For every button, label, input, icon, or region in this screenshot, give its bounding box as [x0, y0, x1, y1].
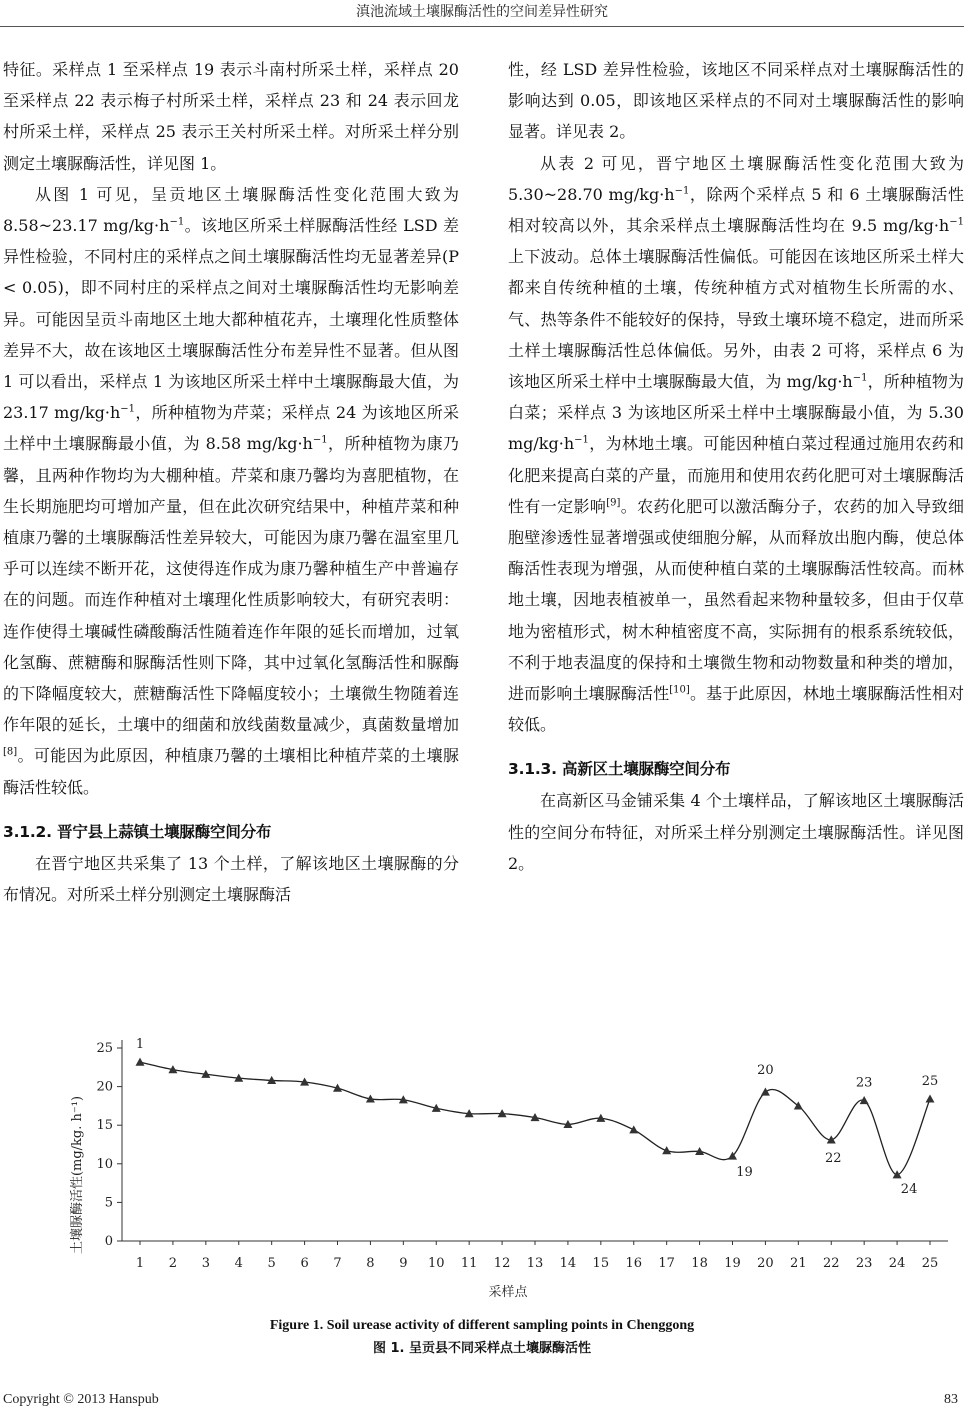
x-axis-label: 采样点	[488, 1285, 528, 1300]
paragraph: 在晋宁地区共采集了 13 个土样，了解该地区土壤脲酶的分布情况。对所采土样分别测定土壤脲酶活	[3, 853, 459, 905]
x-tick-label: 3	[201, 1256, 210, 1271]
superscript: −1	[852, 372, 868, 384]
data-label: 23	[855, 1075, 873, 1091]
superscript: −1	[574, 435, 589, 447]
data-label: 25	[921, 1073, 939, 1089]
x-tick-label: 2	[168, 1256, 178, 1271]
y-tick-label: 20	[96, 1079, 113, 1095]
y-tick-label: 25	[96, 1041, 113, 1056]
data-point	[926, 1094, 935, 1102]
x-tick-label: 5	[267, 1256, 276, 1271]
superscript: −1	[120, 403, 136, 415]
x-tick-label: 22	[822, 1256, 840, 1271]
y-tick-label: 10	[96, 1156, 113, 1172]
x-tick-label: 24	[888, 1256, 906, 1271]
header-rule	[0, 26, 964, 27]
x-tick-label: 8	[366, 1256, 375, 1271]
x-tick-label: 10	[427, 1256, 445, 1271]
paragraph: 特征。采样点 1 至采样点 19 表示斗南村所采土样，采样点 20 至采样点 22 表示梅子村所采土样，采样点 23 和 24 表示回龙村所采土样，采样点 25 表示王关村所采土样。对所采土样分别测定土壤脲酶活性，详见图 1。	[3, 60, 459, 173]
x-tick-label: 9	[399, 1256, 408, 1271]
x-tick-label: 23	[855, 1256, 873, 1271]
superscript: −1	[674, 185, 690, 197]
y-tick-label: 15	[96, 1118, 113, 1134]
left-column	[3, 54, 459, 910]
data-label: 19	[736, 1165, 753, 1181]
y-tick-label: 5	[104, 1195, 113, 1211]
superscript: −1	[949, 216, 964, 228]
y-tick-label: 0	[104, 1234, 113, 1249]
x-tick-label: 11	[460, 1256, 478, 1271]
x-tick-label: 20	[757, 1256, 774, 1271]
data-point	[662, 1146, 671, 1154]
paragraph: 在高新区马金铺采集 4 个土壤样品，了解该地区土壤脲酶活性的空间分布特征，对所采土样分别测定土壤脲酶活性。详见图 2。	[508, 791, 964, 873]
x-tick-label: 6	[300, 1256, 309, 1271]
paragraph: 从表 2 可见，晋宁地区土壤脲酶活性变化范围大致为 5.30~28.70 $mg/kg\cdot h^{-1}$，除两个采样点 5 和 6 土壤脲酶活性相对较高以外，其余采样点土壤脲酶活性均在 9.5 $mg/kg\cdot h^{-1}$ 上下波动。总体土壤脲酶活性偏低。可能因在该地区所采土样大都来自传统种植的土壤，传统种植方式对植物生长所需的水、气、热等条件不能较好的保持，导致土壤环境不稳定，进而所采土样土壤脲酶活性总体偏低。另外，由表 2 可将，采样点 6 为该地区所采土样中土壤脲酶最大值，为 $mg/kg\cdot h^{-1}$，所种植物为白菜；采样点 3 为该地区所采土样中土壤脲酶最小值，为 5.30 $mg/kg\cdot h^{-1}$，为林地土壤。可能因种植白菜过程通过施用农药和化肥来提高白菜的产量，而施用和使用农药化肥可对土壤脲酶活性有一定影响[9]。农药化肥可以激活酶分子，农药的加入导致细胞壁渗透性显著增强或使细胞分解，从而释放出胞内酶，使总体酶活性表现为增强，从而使种植白菜的土壤脲酶活性较高。而林地土壤，因地表植被单一，虽然看起来物种量较多，但由于仅草地为密植形式，树木种植密度不高，实际拥有的根系系统较低，不利于地表温度的保持和土壤微生物和动物数量和种类的增加，进而影响土壤脲酶活性[10]。基于此原因，林地土壤脲酶活性相对较低。	[508, 153, 964, 735]
data-label: 20	[757, 1063, 774, 1079]
x-tick-label: 21	[790, 1256, 807, 1271]
data-label: 1	[135, 1037, 145, 1053]
paragraph: 从图 1 可见，呈贡地区土壤脲酶活性变化范围大致为 8.58~23.17 $mg/kg\cdot h^{-1}$。该地区所采土样脲酶活性经 LSD 差异性检验，不同村庄的采样点之间土壤脲酶活性均无显著差异(P < 0.05)，即不同村庄的采样点之间对土壤脲酶活性均无影响差异。可能因呈贡斗南地区土地大都种植花卉，土壤理化性质整体差异不大，故在该地区土壤脲酶活性分布差异性不显著。但从图 1 可以看出，采样点 1 为该地区所采土样中土壤脲酶最大值，为 23.17 $mg/kg\cdot h^{-1}$，所种植物为芹菜；采样点 24 为该地区所采土样中土壤脲酶最小值，为 8.58 $mg/kg\cdot h^{-1}$，所种植物为康乃馨，且两种作物均为大棚种植。芹菜和康乃馨均为喜肥植物，在生长期施肥均可增加产量，但在此次研究结果中，种植芹菜和种植康乃馨的土壤脲酶活性差异较大，可能因为康乃馨在温室里几乎可以连续不断开花，这使得连作成为康乃馨种植生产中普遍存在的问题。而连作种植对土壤理化性质影响较大，有研究表明：连作使得土壤碱性磷酸酶活性随着连作年限的延长而增加，过氧化氢酶、蔗糖酶和脲酶活性则下降，其中过氧化氢酶活性和脲酶的下降幅度较大，蔗糖酶活性下降幅度较小；土壤微生物随着连作年限的延长，土壤中的细菌和放线菌数量减少，真菌数量增加[8]。可能因为此原因，种植康乃馨的土壤相比种植芹菜的土壤脲酶活性较低。	[3, 184, 459, 797]
x-tick-label: 1	[135, 1256, 145, 1271]
x-tick-label: 16	[625, 1256, 643, 1271]
section-heading: 3.1.2. 晋宁县上蒜镇土壤脲酶空间分布	[3, 822, 272, 841]
data-label: 22	[824, 1150, 842, 1166]
x-tick-label: 17	[658, 1256, 675, 1271]
citation-ref[interactable]: [8]	[3, 747, 18, 759]
citation-ref[interactable]: [9]	[606, 497, 621, 509]
superscript: −1	[312, 435, 328, 447]
copyright-notice: Copyright © 2013 Hanspub	[3, 1392, 159, 1407]
x-tick-label: 25	[921, 1256, 939, 1271]
figure-caption-cn: 图 1. 呈贡县不同采样点土壤脲酶活性	[372, 1341, 592, 1356]
right-column	[508, 54, 964, 879]
y-axis-label: 土壤脲酶活性(mg/kg. h⁻¹)	[70, 1095, 85, 1255]
data-point	[893, 1170, 902, 1178]
x-tick-label: 4	[234, 1256, 243, 1271]
data-label: 24	[900, 1181, 918, 1197]
section-heading: 3.1.3. 高新区土壤脲酶空间分布	[508, 760, 731, 779]
line-chart	[60, 1030, 960, 1310]
running-head: 滇池流域土壤脲酶活性的空间差异性研究	[356, 4, 608, 20]
x-tick-label: 19	[724, 1256, 741, 1271]
figure-caption-en: Figure 1. Soil urease activity of different sampling points in Chenggong	[269, 1318, 695, 1333]
data-point	[136, 1058, 145, 1066]
figure-1	[60, 1030, 960, 1310]
citation-ref[interactable]: [10]	[669, 684, 690, 696]
x-tick-label: 13	[526, 1256, 544, 1271]
data-point	[761, 1088, 770, 1096]
paragraph: 性，经 LSD 差异性检验，该地区不同采样点对土壤脲酶活性的影响达到 0.05，即该地区采样点的不同对土壤脲酶活性的影响显著。详见表 2。	[508, 60, 964, 142]
x-tick-label: 14	[559, 1256, 577, 1271]
x-tick-label: 12	[493, 1256, 511, 1271]
data-point	[629, 1125, 638, 1133]
x-tick-label: 15	[592, 1256, 610, 1271]
x-tick-label: 18	[691, 1256, 708, 1271]
page-number: 83	[944, 1392, 958, 1407]
x-tick-label: 7	[333, 1256, 342, 1271]
superscript: −1	[169, 216, 185, 228]
